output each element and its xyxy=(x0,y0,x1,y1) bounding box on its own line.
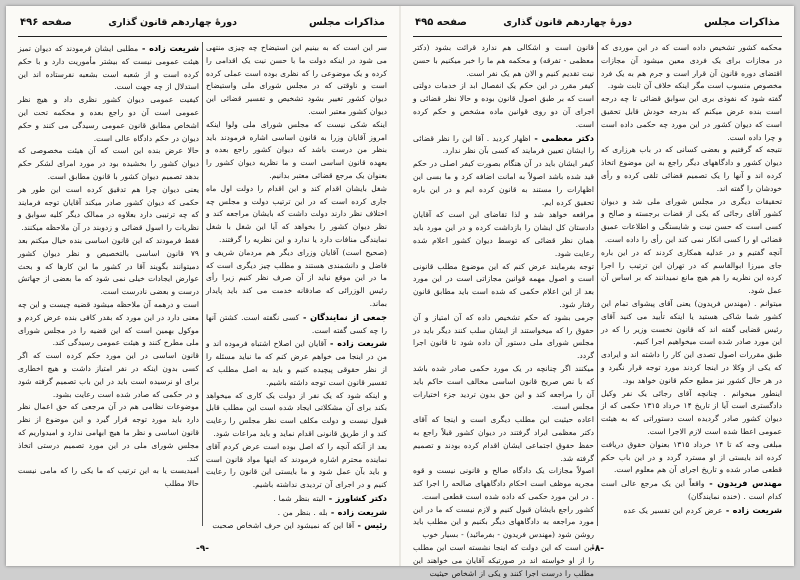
transcript-paragraph xyxy=(601,439,782,477)
paragraph-text: آقایان این اصلاح اشتباه فرموده اند و من در اینجا می خواهم عرض کنم که ما نباید مسئله را از نظر حقوقی پیچیده کنیم و باید به اصل مطلب که تفسیر قانون است توجه داشته باشیم. xyxy=(206,339,387,387)
transcript-paragraph xyxy=(206,492,387,506)
paragraph-text: یعنی دیوان چرا هم تدقیق کرده است این طور هر حکمی که دیوان کشور صادر میکند آقایان توجه فرمایند که چه ترتیبی دارد بعلاوه در ممالک دیگر کلیه سوابق و نظریات را اسول قضائی و زدوبند در آن ملاحظه میکنند. xyxy=(18,184,199,233)
page-footer-number: -۹- xyxy=(196,544,209,554)
header-title: مذاکرات مجلس xyxy=(703,17,780,28)
transcript-paragraph xyxy=(206,119,387,183)
transcript-paragraph xyxy=(601,349,782,387)
paragraph-text: امیدیست یا به این ترتیب که ما یکی را که مامی نیست حالا مطلب xyxy=(18,466,199,489)
transcript-paragraph xyxy=(206,311,387,338)
speaker-name: شریعت زاده xyxy=(337,506,387,517)
speaker-name: دکتر کشاورز xyxy=(335,492,387,503)
paragraph-text: واقعاً این یک مرجع عالی است کدام است . (خنده نمایندگان) xyxy=(601,479,782,501)
paragraph-text: اظهار کردید . آقا این را نظر قضائی را ایشان تعیین فرمایند که کسی بآن نظر ندارد. xyxy=(413,133,594,156)
text-column-left xyxy=(18,42,199,526)
paragraph-text: کیفیت عمومی دیوان کشور نظری داد و هیچ نظر عمومی است آن دو راجع بعده و محکمه تحت این اشخاص مطابق قانون عمومی رسیدگی می کنند و حکم دیوان در حکم دادگاه عالی است. xyxy=(18,95,199,143)
paragraph-text: البته بنظر شما . xyxy=(273,493,326,503)
header-session: دورهٔ چهاردهم قانون گذاری xyxy=(108,17,237,28)
paragraph-text: عرض کردم این تفسیر یک عده xyxy=(623,505,723,515)
paragraph-text: این است که این دولت که اینجا نشسته است این مطلب را از او خواسته اند در صورتیکه آقایان می خواهند این مطلب را درست اجرا کنند و یکی از اشخاص حیثیت xyxy=(413,543,594,578)
transcript-paragraph xyxy=(601,196,782,247)
paragraph-text: جرمی بشود که حکم تشخیص داده که آن امتیاز و آن حقوق را که میخواستند از ایشان سلب کنند دیگر باید در مجلس شورای ملی دستور آن داده شود تا قانون اجرا گردد. xyxy=(413,312,594,361)
transcript-paragraph xyxy=(601,504,782,518)
paragraph-text: مطلبی ایشان فرمودند که دیوان تمیز هیئت عمومی نیست که بیشتر مأموریت دارد و با حکم کرده است و از شعبه است بشعبه نفرستاده اند این استدلال از چه جهت است. xyxy=(18,44,199,92)
speaker-name: رئیس xyxy=(364,520,387,531)
transcript-paragraph xyxy=(413,312,594,363)
transcript-paragraph xyxy=(413,261,594,312)
transcript-paragraph xyxy=(601,144,782,195)
right-page xyxy=(405,6,790,578)
paragraph-text: اینطور میخوانم . چنانچه آقای رجائی یک نفر وکیل دادگستری است آیا از تاریخ ۱۴ خرداد ۱۳۱۵ حکمی که از دیوان کشور صادر گردیده است دستوراتی که به هیئت عمومی اعطا شده است لازم الاجرا است. xyxy=(601,388,783,436)
paragraph-text: (صحیح است) آقایان وزرای دیگر هم مردمان شریف و فاضل و دانشمندی هستند و مطلب چیز دیگری است که ما در این موقع نباید از آن صرف نظر کنیم زیرا رأی رئیس الوزرائی که صادقانه خدمت می کند باید پایدار بماند. xyxy=(206,247,387,308)
paragraph-text: آقا این که نمیشود این حرف اشخاص صحبت xyxy=(212,521,355,531)
transcript-paragraph xyxy=(206,519,387,533)
paragraph-text: قانون اساسی در این مورد حکم کرده است که اگر کسی بدون اینکه در نفر امتیاز داشت و هیچ اخطاری برای او نرسیده است باید در این باب تصمیم گرفته شود و در حکمی که صادر شده است رعایت بشود. xyxy=(18,351,199,399)
transcript-paragraph xyxy=(413,504,594,542)
transcript-paragraph xyxy=(206,247,387,311)
paragraph-text: قانون است و اشکالی هم ندارد قرائت بشود (دکتر معظمی - تفرقه) و محکمه هم ما را خبر میکنیم با حسن نیت تقدیم کنیم و الان هم یک نفر است. xyxy=(413,43,594,78)
paragraph-text: و اینکه شود که یک نفر از دولت یک کاری که میخواهد بکند برای آن مشکلاتی ایجاد شده است این مطلب قابل قبول نیست و دولت مکلف است نظر مجلس را رعایت کند و از طریق قانونی اقدام نماید و باید مراعات شود. xyxy=(206,390,387,438)
transcript-paragraph xyxy=(206,337,387,389)
transcript-paragraph xyxy=(206,390,387,441)
speaker-name: شریعت زاده xyxy=(149,43,199,53)
transcript-paragraph xyxy=(601,42,782,93)
speaker-name: دکتر معظمی xyxy=(541,132,594,143)
header-title: مذاکرات مجلس xyxy=(308,17,385,28)
transcript-paragraph xyxy=(206,183,387,247)
speaker-separator: - xyxy=(722,504,733,515)
transcript-paragraph xyxy=(413,80,594,131)
transcript-paragraph xyxy=(18,465,199,491)
transcript-paragraph xyxy=(413,42,594,80)
speaker-name: شریعت زاده xyxy=(337,338,387,349)
right-page-columns xyxy=(413,42,783,578)
paragraph-text: کسی نگفته است. کشتن آنها را چه کسی گفته است. xyxy=(206,312,387,335)
transcript-paragraph xyxy=(413,209,594,260)
paragraph-text: محکمه کشور تشخیص داده است که در این موردی که در مجازات برای یک فردی معین میشود آن مجازات اقتضای دوره قانون آن قرار است و جرم هم به یک فرد مخصوص منسوب است مگر اینکه خلاف آن ثابت شود. xyxy=(601,43,782,91)
column-divider xyxy=(202,42,203,526)
speaker-separator: - xyxy=(299,311,311,322)
speaker-separator: - xyxy=(327,506,338,517)
paragraph-text: اعاده حیثیت این مطلب دیگری است و اینجا که آقای دکتر معظمی ایراد گرفتند در دیوان کشور قبلاً راجع به حفظ حقوق اجتماعی ایشان اقدام کرده بودند و تصمیم گرفته شد. xyxy=(413,415,594,463)
speaker-name: مهندس فریدون xyxy=(717,478,782,489)
transcript-paragraph xyxy=(601,247,782,298)
transcript-paragraph xyxy=(413,414,594,465)
paragraph-text: میتوانم . (مهندس فریدون) یعنی آقای پیشوای تمام این کشور شما شاکی هستید یا اینکه تأیید می کنید آقای رئیس قضایی گفته اند که قانون نخست وزیر را که در این مورد صادر شده است میخواهیم اجرا کنیم. xyxy=(601,298,782,347)
paragraph-text: بعد از آنکه آنچه را که اصل بوده است عرض کردم آقای نماینده محترم اشاره فرمودند که اینها مواد قانون است و باید بآن عمل شود و ما بایستی این قانون را رعایت کنیم و در اجرای آن تردیدی نداشته باشیم. xyxy=(206,441,387,490)
transcript-paragraph xyxy=(18,42,199,94)
paragraph-text: حالا عرض بنده این است که آن هیئت مخصوصی که دیوان کشور را بخشیده بود در مورد امرای لشکر حکم بدهد تصمیم دیوان کشور با قانون مطابق است. xyxy=(18,146,199,181)
paragraph-text: اصولاً مجازات یک دادگاه صالح و قانونی نیست و قوه مجریه موظف است احکام دادگاههای صالحه را اجرا کند . در این مورد حکمی که داده شده است قطعی است. xyxy=(413,466,594,501)
header-page-number: صفحه ۴۹۵ xyxy=(415,17,467,28)
speaker-separator: - xyxy=(704,478,718,489)
paragraph-text: کیفر ایشان باید در آن هنگام بصورت کیفر اصلی در حکم قید شده باشد اصولاً به امانت اضافه کرد و ما بسی این اظهارات را مستند به قانون کرده ایم و در این باره تحقیق کرده ایم. xyxy=(413,159,594,207)
header-session: دورهٔ چهاردهم قانون گذاری xyxy=(503,17,632,28)
speaker-separator: - xyxy=(325,492,336,503)
paragraph-text: آنچه گفتیم و در عدلیه همکاری کردند که در این باره جای میرزا ابوالقاسم که در تهران این ترتیب را اجرا کرده این نظریه را هم هیچ مانع نمیدانند که بر اساس آن عمل شود. xyxy=(601,247,782,296)
paragraph-text: شغل بایشان اقدام کند و این اقدام را دولت اول ماه جاری کرده است که در این ترتیب دولت و مجلس چه اختلاف نظر دارند دولت داشت که بایشان مراجعه کند و نظر دیوان کشور را بخواهد که آیا این شغل با شغل نمایندگی منافات دارد یا ندارد و این نظریه را گرفتند. xyxy=(206,183,387,244)
transcript-paragraph xyxy=(18,350,199,401)
book-spread xyxy=(6,6,794,578)
header-page-number: صفحه ۴۹۶ xyxy=(20,17,72,28)
transcript-paragraph xyxy=(413,158,594,209)
transcript-paragraph xyxy=(413,465,594,503)
left-page-header xyxy=(18,14,387,37)
paragraph-text: مبلغی وجه که تا ۱۴ خرداد ۱۳۱۵ بعنوان حقوق دریافت کرده اند بایستی از او مسترد گردد و در این باب حکم قطعی صادر شده و تاریخ اجرای آن هم معلوم است. xyxy=(601,439,782,475)
transcript-paragraph xyxy=(18,235,199,299)
transcript-paragraph xyxy=(18,401,199,465)
transcript-paragraph xyxy=(18,145,199,183)
paragraph-text: بله . بنظر من . xyxy=(277,507,328,517)
text-column-left xyxy=(413,42,594,578)
transcript-paragraph xyxy=(413,363,594,414)
text-column-right xyxy=(206,42,387,531)
transcript-paragraph xyxy=(601,298,782,349)
transcript-paragraph xyxy=(18,94,199,145)
transcript-paragraph xyxy=(601,477,782,504)
speaker-separator: - xyxy=(326,338,338,349)
transcript-paragraph xyxy=(206,506,387,520)
transcript-paragraph xyxy=(206,42,387,119)
right-page-header xyxy=(413,14,782,37)
transcript-paragraph xyxy=(413,132,594,159)
speaker-separator: - xyxy=(354,520,365,531)
left-page xyxy=(10,6,395,566)
paragraph-text: طبق مقررات اصول تصدی این کار را داشته اند و ایرادی که یکی از وکلا در اینجا کردند مورد توجه قرار نگیرد و در هر حال کشور نیز مطیع حکم قانون خواهد بود. xyxy=(601,350,782,385)
paragraph-text: کشور راجع بایشان قبول کنیم و لازم نیست که ما در این مورد مراجعه به دادگاههای دیگر بکنیم و این مطلب باید روشن شود (مهندس فریدون - بفرمائید) - بسیار خوب xyxy=(413,504,594,540)
page-footer-number: -۸- xyxy=(591,544,604,554)
paragraph-text: مرافعه خواهد شد و لذا تقاضای این است که آقایان دادستان کل ایشان را بازداشت کرده و در این مورد باید همان نظر قضائی که توسط دیوان کشور اعلام شده رعایت شود. xyxy=(413,210,594,258)
column-divider xyxy=(597,42,598,526)
paragraph-text: است و درهمه آن ملاحظه میشود قضیه چیست و این چه معنی دارد در این مورد که بقدر کافی بنده عرض کردم و موکول بهمین است که این قضیه را در مجلس شورای ملی مطرح کنند و هیئت عمومی رسیدگی کند. xyxy=(18,299,199,348)
paragraph-text: نتیجه که گرفتیم و بعضی کسانی که در باب هرزاری که دیوان کشور و دادگاههای دیگر راجع به این موضوع اتخاذ کرده اند و آنها را یک تصمیم قضائی تلقی کرده و رأی خودشان را گفته اند. xyxy=(601,145,782,193)
paragraph-text: سر این است که به بینیم این استیضاح چه چیزی منتهی می شود در اینکه دولت ما با حسن نیت یک اقدامی را کرده و یک موضوعی را که نظری بوده است عملی کرده است و ناوقتی که در مجلس شورای ملی واستیضاح دیوان کشور تغییر بشود تشخیص و تفسیر قضائی این دیوان کشور معتبر است. xyxy=(206,43,387,116)
speaker-name: جمعی از نمایندگان xyxy=(310,311,387,322)
transcript-paragraph xyxy=(18,184,199,235)
text-column-right xyxy=(601,42,782,526)
paragraph-text: کیفر مقرر در این حکم یک انفصال ابد از خدمات دولتی است که بر طبق اصول قانون بوده و حالا نظر قضائی و اجرای آن دو روی قوانین ماده مشخص و حکم کرده است. xyxy=(413,81,594,129)
speaker-name: شریعت زاده xyxy=(732,504,782,515)
book-gutter xyxy=(399,6,401,566)
paragraph-text: توجه بفرمایند عرض کنم که این موضوع مطلب قانونی است و اصول مهمه قوانین مجازاتی است در این مورد بعد از این اعلام حکمی که شده است باید مطابق قانون رفتار شود. xyxy=(413,261,594,309)
paragraph-text: موضوعات نظامی هم در آن مرجعی که حق اعمال نظر دارد باید مورد توجه قرار گیرد و این موضوع از نظر قانون اساسی و نظر ما هیچ ابهامی ندارد و امیدواریم که مجلس شورای ملی در این مورد تصمیم درستی اتخاذ کند. xyxy=(18,402,199,463)
transcript-paragraph xyxy=(601,388,782,439)
paragraph-text: فقط فرمودند که این قانون اساسی بنده خیال میکنم بعد ۷۹ قانون اساسی بالتخصیص و نظر دیوان کشور دمیتوانند بگویند آقا در کشور ما این کارها که و بحث عوارض ایجادات خیلی نمی شود که ما بعضی از جهاتش درست و بعضی نادرست است. xyxy=(18,235,199,297)
left-page-columns xyxy=(18,42,387,531)
transcript-paragraph xyxy=(206,441,387,492)
paragraph-text: اینکه شکی نیست که مجلس شورای ملی ولوا اینکه امروز آقایان وزرا به قانون اساسی اشاره فرمودند باید بنظر من درست باشد که دیوان کشور راجع بعده و بعهده قانون اساسی است و ما نظریه دیوان کشور را بعنوان یک مرجع قضائی معتبر بدانیم. xyxy=(206,119,387,180)
speaker-separator: - xyxy=(138,43,150,53)
transcript-paragraph xyxy=(601,93,782,144)
paragraph-text: میکنند اگر چنانچه در یک مورد حکمی صادر شده باشد که با نص صریح قانون اساسی مخالف است حاکم باید آن را مراجعه کند و این حق بدون تردید جزء اختیارات مجلس است. xyxy=(413,363,594,412)
paragraph-text: گفته شود که نفوذی بری این سوابق قضائی تا چه درجه است بنده عرض میکنم که بدرجه خودش قابل تحقیق است که دیوان کشور در این مورد چه حکمی داده است و چرا داده است. xyxy=(601,94,782,142)
transcript-paragraph xyxy=(18,299,199,350)
paragraph-text: تحقیقات دیگری در مجلس شورای ملی شد و دیوان کشور آقای رجائی که یکی از قضات برجسته و صالح و کسی است که حسن نیت و شایستگی و اطلاعات عمیق قضائی او را کسی انکار نمی کند این رأی را داده است. xyxy=(601,196,782,244)
speaker-separator: - xyxy=(530,132,542,143)
